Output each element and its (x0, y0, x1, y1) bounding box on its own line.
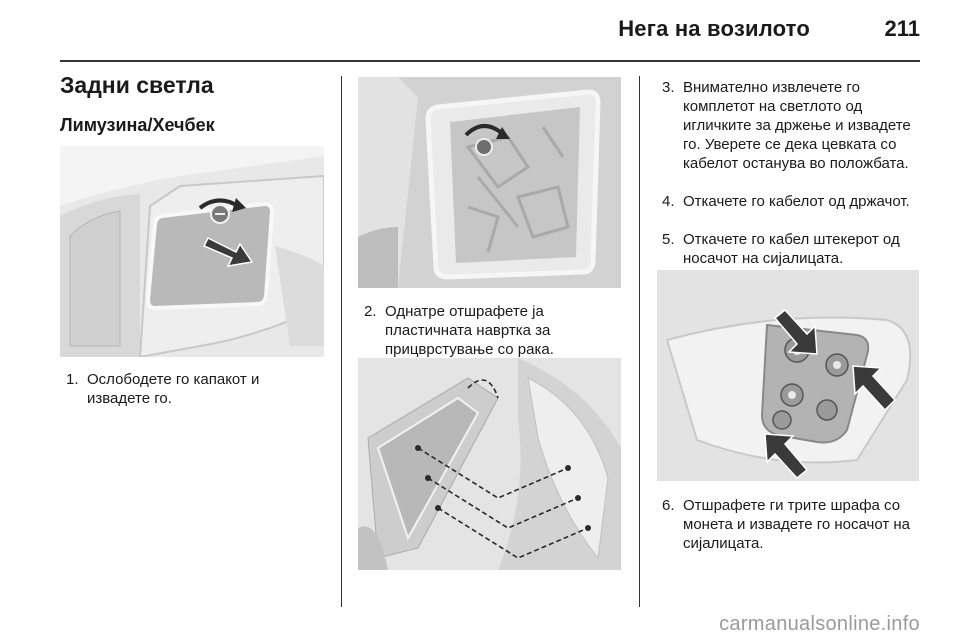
step-number: 1. (66, 371, 79, 388)
figure-nut-unscrew (358, 77, 621, 288)
step-1 (66, 370, 326, 408)
header-rule (60, 60, 920, 62)
column-divider-2 (639, 76, 640, 607)
bulb-holder-illustration (657, 270, 919, 481)
figure-cover-removal (60, 146, 324, 357)
step-number: 2. (364, 303, 377, 320)
step-4 (662, 192, 924, 211)
light-extraction-illustration (358, 358, 621, 570)
page-number: 211 (884, 16, 920, 41)
step-number: 3. (662, 79, 675, 96)
step-number: 6. (662, 497, 675, 514)
figure-bulb-holder (657, 270, 919, 481)
step-text: Однатре отшрафете ја пластичната навртка за прицврстување со рака. (385, 303, 554, 358)
section-title: Задни светла (60, 72, 214, 98)
watermark: carmanualsonline.info (719, 613, 920, 635)
step-5 (662, 230, 924, 268)
step-text: Откачете го кабел штекерот од носачот на сијалицата. (683, 231, 900, 267)
subsection-title: Лимузина/Хечбек (60, 115, 215, 135)
step-text: Ослободете го капакот и извадете го. (87, 371, 260, 407)
header-title: Нега на возилото (618, 16, 810, 41)
cover-removal-illustration (60, 146, 324, 357)
figure-light-extraction (358, 358, 621, 570)
step-6 (662, 496, 924, 553)
step-text: Откачете го кабелот од држачот. (683, 193, 910, 210)
step-number: 5. (662, 231, 675, 248)
step-text: Отшрафете ги трите шрафа со монета и извадете го носачот на сијалицата. (683, 497, 911, 552)
column-divider-1 (341, 76, 342, 607)
step-3 (662, 78, 924, 173)
nut-unscrew-illustration (358, 77, 621, 288)
step-number: 4. (662, 193, 675, 210)
step-2 (364, 302, 624, 359)
step-text: Внимателно извлечете го комплетот на светлото од игличките за држење и извадете го. Уверете се дека цевката со кабелот останува во положбата. (683, 79, 911, 172)
